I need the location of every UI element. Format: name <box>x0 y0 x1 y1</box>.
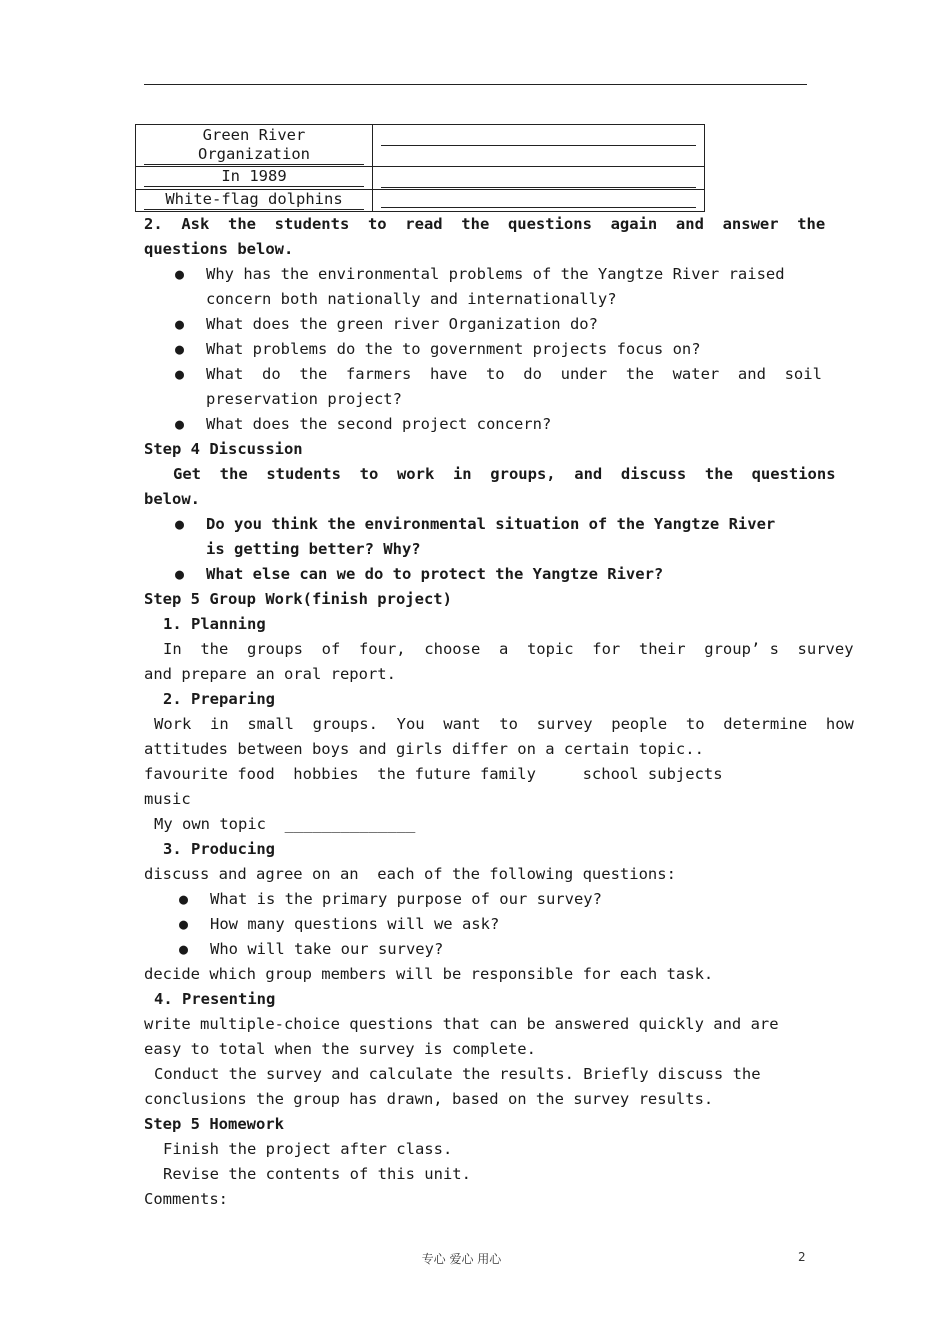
table-label-cell <box>136 190 373 212</box>
presenting-text: write multiple-choice questions that can be answered quickly and are <box>144 1015 779 1033</box>
lesson-content <box>144 212 854 1212</box>
bullet-icon: ● <box>175 315 185 333</box>
table-answer-cell <box>373 190 705 212</box>
producing-outro: decide which group members will be responsible for each task. <box>144 965 714 983</box>
page-number: 2 <box>798 1250 806 1264</box>
bullet-icon: ● <box>179 915 189 933</box>
presenting-text: easy to total when the survey is complete. <box>144 1040 536 1058</box>
step4-intro: Get the students to work in groups, and discuss the questions <box>173 465 836 483</box>
answer-table <box>135 124 705 212</box>
list-item <box>144 362 822 412</box>
table-row <box>136 167 705 190</box>
table-answer-cell <box>373 167 705 190</box>
list-item <box>144 937 806 962</box>
topic-options: favourite food hobbies the future family school subjects <box>144 765 723 783</box>
table-row <box>136 190 705 212</box>
list-item <box>144 262 806 312</box>
list-item-text: What is the primary purpose of our survey? <box>210 890 602 908</box>
producing-heading: 3. Producing <box>163 840 275 858</box>
page-footer <box>0 1250 950 1270</box>
step4-heading: Step 4 Discussion <box>144 440 303 458</box>
own-topic: My own topic ______________ <box>154 815 416 833</box>
section2-intro: 2. Ask the students to read the questions again and answer the <box>144 215 826 233</box>
table-row <box>136 125 705 167</box>
table-answer-cell <box>373 125 705 167</box>
preparing-text-cont: attitudes between boys and girls differ on a certain topic.. <box>144 740 704 758</box>
list-item-text: concern both nationally and internationally? <box>206 290 617 308</box>
list-item-text: is getting better? Why? <box>206 540 421 558</box>
table-label-line: White-flag dolphins <box>144 190 364 210</box>
header-rule <box>144 84 807 85</box>
bullet-icon: ● <box>179 890 189 908</box>
list-item <box>144 412 806 437</box>
presenting-heading: 4. Presenting <box>154 990 276 1008</box>
list-item-text: How many questions will we ask? <box>210 915 500 933</box>
preparing-heading: 2. Preparing <box>163 690 275 708</box>
preparing-text: Work in small groups. You want to survey people to determine how <box>154 715 854 733</box>
topic-music: music <box>144 790 191 808</box>
homework-item: Revise the contents of this unit. <box>163 1165 471 1183</box>
answer-blank-line <box>381 125 696 146</box>
list-item <box>144 912 806 937</box>
comments-label: Comments: <box>144 1190 228 1208</box>
list-item <box>144 312 806 337</box>
list-item-text: Do you think the environmental situation of the Yangtze River <box>206 515 776 533</box>
planning-text: In the groups of four, choose a topic for their group’ s survey <box>163 640 854 658</box>
list-item-text: Why has the environmental problems of the Yangtze River raised <box>206 265 785 283</box>
list-item-text: What does the second project concern? <box>206 415 552 433</box>
homework-item: Finish the project after class. <box>163 1140 453 1158</box>
bullet-icon: ● <box>175 340 185 358</box>
list-item <box>144 337 806 362</box>
bullet-icon: ● <box>175 365 185 383</box>
table-label-line: In 1989 <box>144 167 364 187</box>
bullet-icon: ● <box>179 940 189 958</box>
list-item-text: preservation project? <box>206 390 402 408</box>
list-item-text: Who will take our survey? <box>210 940 444 958</box>
table-label-line: Green River <box>202 126 306 144</box>
bullet-icon: ● <box>175 515 185 533</box>
list-item <box>144 512 806 562</box>
producing-intro: discuss and agree on an each of the following questions: <box>144 865 676 883</box>
list-item <box>144 887 806 912</box>
list-item-text: What do the farmers have to do under the water and soil <box>206 365 822 383</box>
bullet-icon: ● <box>175 415 185 433</box>
presenting-text: conclusions the group has drawn, based on the survey results. <box>144 1090 714 1108</box>
answer-blank-line <box>381 190 696 208</box>
step4-intro-cont: below. <box>144 490 200 508</box>
table-label-line: Organization <box>144 145 364 165</box>
presenting-text: Conduct the survey and calculate the results. Briefly discuss the <box>154 1065 761 1083</box>
list-item-text: What does the green river Organization do? <box>206 315 598 333</box>
answer-blank-line <box>381 167 696 188</box>
table-label-cell <box>136 125 373 167</box>
planning-text-cont: and prepare an oral report. <box>144 665 396 683</box>
footer-motto: 专心 爱心 用心 <box>421 1252 502 1266</box>
table-label-cell <box>136 167 373 190</box>
list-item-text: What problems do the to government projects focus on? <box>206 340 701 358</box>
bullet-icon: ● <box>175 565 185 583</box>
list-item-text: What else can we do to protect the Yangtze River? <box>206 565 664 583</box>
bullet-icon: ● <box>175 265 185 283</box>
homework-heading: Step 5 Homework <box>144 1115 284 1133</box>
list-item <box>144 562 806 587</box>
step5-heading: Step 5 Group Work(finish project) <box>144 590 452 608</box>
planning-heading: 1. Planning <box>163 615 266 633</box>
section2-intro-cont: questions below. <box>144 240 294 258</box>
